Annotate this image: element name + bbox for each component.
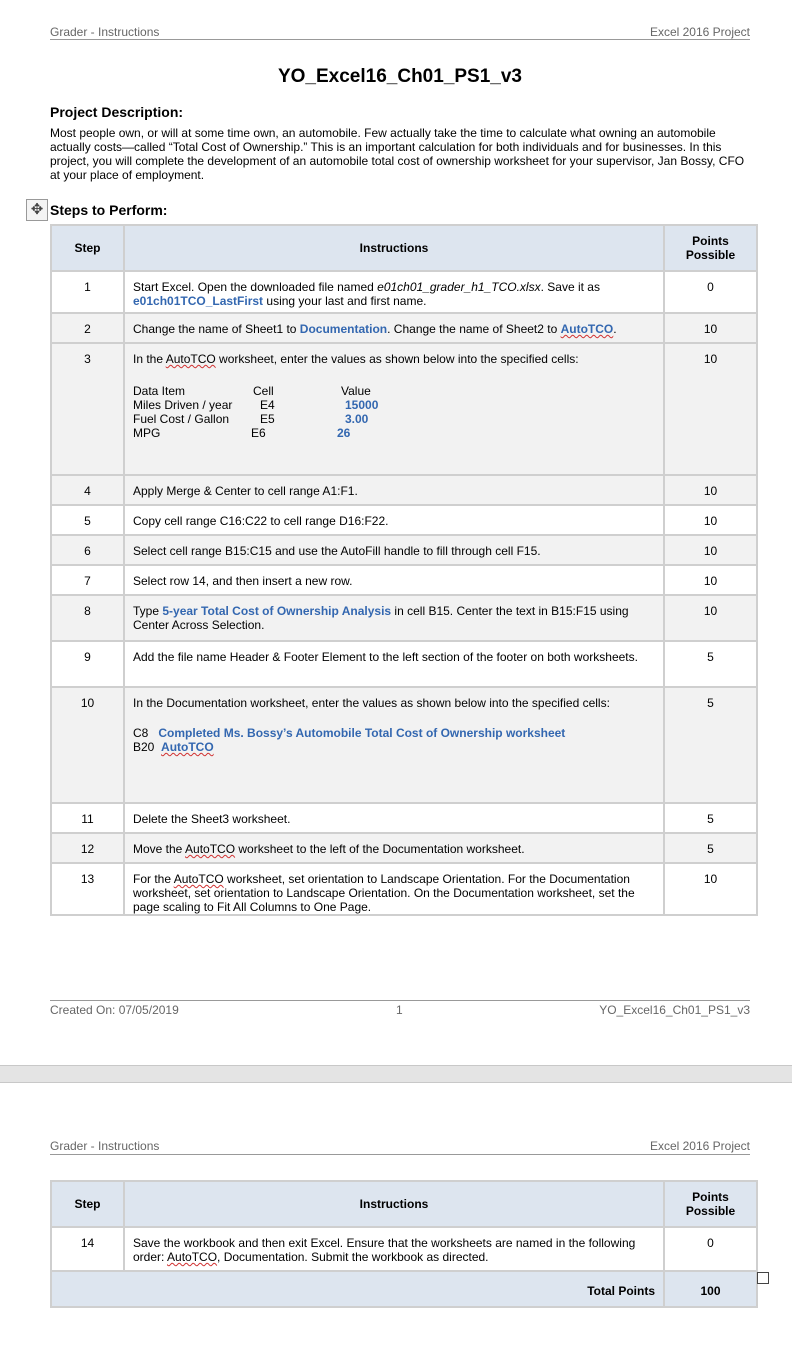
data-values-table: Data Item Cell Value Miles Driven / year E4 15000 Fuel Cost / Gallon E5 3.00 MPG E6 26 [133,384,379,440]
step-row-10 [51,687,757,803]
step-number: 11 [51,803,124,833]
step-points: 10 [664,475,757,505]
step-instructions: Save the workbook and then exit Excel. Ensure that the worksheets are named in the following order: AutoTCO, Documentation. Submit the workbook as directed. [124,1227,664,1271]
footer-rule [50,1000,750,1001]
step-number: 1 [51,271,124,313]
table-resize-handle-icon[interactable] [757,1272,769,1284]
step-instructions: Select row 14, and then insert a new row. [124,565,664,595]
total-points-value: 100 [664,1271,757,1307]
page2-header-rule [50,1154,750,1155]
document-title: YO_Excel16_Ch01_PS1_v3 [277,66,522,87]
step-number: 6 [51,535,124,565]
total-points-row [51,1271,757,1307]
move-handle-icon[interactable]: ✥ [26,199,48,221]
step-points: 10 [664,863,757,915]
step-points: 10 [664,343,757,475]
step-number: 5 [51,505,124,535]
step-points: 10 [664,535,757,565]
step-instructions: Add the file name Header & Footer Element to the left section of the footer on both worksheets. [124,641,664,687]
step-row-14 [51,1227,757,1271]
page2-header-left: Grader - Instructions [50,1139,160,1153]
step-instructions: In the Documentation worksheet, enter the values as shown below into the specified cells: C8 Completed Ms. Bossy’s Automobile Total Cost of Ownership worksheet B20 AutoTCO [124,687,664,803]
step-points: 0 [664,1227,757,1271]
step-number: 7 [51,565,124,595]
step-instructions: Delete the Sheet3 worksheet. [124,803,664,833]
step-row-1 [51,271,757,313]
step-points: 10 [664,595,757,641]
step-points: 5 [664,833,757,863]
step-instructions: Copy cell range C16:C22 to cell range D16:F22. [124,505,664,535]
step-column-header: Step [51,1181,124,1227]
step-number: 12 [51,833,124,863]
step-row-5 [51,505,757,535]
project-description: Most people own, or will at some time own, an automobile. Few actually take the time to calculate what owning an automobile actually costs—called “Total Cost of Ownership.” This is an important calculation for both individuals and for businesses. In this project, you will complete the development of an automobile total cost of ownership worksheet for your supervisor, Jan Bossy, CFO at your place of employment. [50,126,745,182]
step-number: 4 [51,475,124,505]
footer-file-name: YO_Excel16_Ch01_PS1_v3 [599,1003,750,1017]
footer-page-number: 1 [396,1003,403,1017]
step-row-6 [51,535,757,565]
total-points-label: Total Points [51,1271,664,1307]
instructions-column-header: Instructions [124,1181,664,1227]
page-header-left: Grader - Instructions [50,25,160,39]
step-instructions: Change the name of Sheet1 to Documentation. Change the name of Sheet2 to AutoTCO. [124,313,664,343]
step-instructions: Move the AutoTCO worksheet to the left of the Documentation worksheet. [124,833,664,863]
step-points: 10 [664,505,757,535]
step-column-header: Step [51,225,124,271]
page-header-right: Excel 2016 Project [649,25,750,39]
step-row-2 [51,313,757,343]
header-rule [50,39,750,40]
step-points: 0 [664,271,757,313]
step-number: 10 [51,687,124,803]
step-instructions: Apply Merge & Center to cell range A1:F1. [124,475,664,505]
step-row-8 [51,595,757,641]
step-points: 10 [664,313,757,343]
step-row-11 [51,803,757,833]
page-break [0,1065,792,1083]
step-instructions: For the AutoTCO worksheet, set orientation to Landscape Orientation. For the Documentation worksheet, set orientation to Landscape Orientation. On the Documentation worksheet, set the page scaling to Fit All Columns to One Page. [124,863,664,915]
step-number: 2 [51,313,124,343]
step-row-12 [51,833,757,863]
step-row-3 [51,343,757,475]
steps-table [50,224,758,916]
step-row-13 [51,863,757,915]
step-points: 10 [664,565,757,595]
project-description-heading: Project Description: [50,104,184,120]
instructions-column-header: Instructions [124,225,664,271]
step-points: 5 [664,641,757,687]
step-row-9 [51,641,757,687]
step-row-4 [51,475,757,505]
step-number: 3 [51,343,124,475]
footer-created-on: Created On: 07/05/2019 [50,1003,179,1017]
step-instructions: Type 5-year Total Cost of Ownership Analysis in cell B15. Center the text in B15:F15 using Center Across Selection. [124,595,664,641]
steps-heading: Steps to Perform: [50,202,168,218]
step-number: 14 [51,1227,124,1271]
step-instructions: Select cell range B15:C15 and use the AutoFill handle to fill through cell F15. [124,535,664,565]
page2-header-right: Excel 2016 Project [649,1139,750,1153]
step-points: 5 [664,803,757,833]
step-number: 9 [51,641,124,687]
points-column-header: Points Possible [664,1181,757,1227]
step-number: 8 [51,595,124,641]
step-row-7 [51,565,757,595]
file-name: e01ch01_grader_h1_TCO.xlsx [377,280,541,294]
points-column-header: Points Possible [664,225,757,271]
step-points: 5 [664,687,757,803]
steps-table-continued [50,1180,758,1308]
save-as-name: e01ch01TCO_LastFirst [133,294,264,308]
table-header-row [51,225,757,271]
step-instructions: Start Excel. Open the downloaded file named e01ch01_grader_h1_TCO.xlsx. Save it as e01ch01TCO_LastFirst using your last and first name. [124,271,664,313]
step-instructions: In the AutoTCO worksheet, enter the values as shown below into the specified cells: Data Item Cell Value Miles Driven / year E4 15000 Fuel Cost / Gallon E5 3.00 MPG E6 26 [124,343,664,475]
step-number: 13 [51,863,124,915]
table-header-row [51,1181,757,1227]
